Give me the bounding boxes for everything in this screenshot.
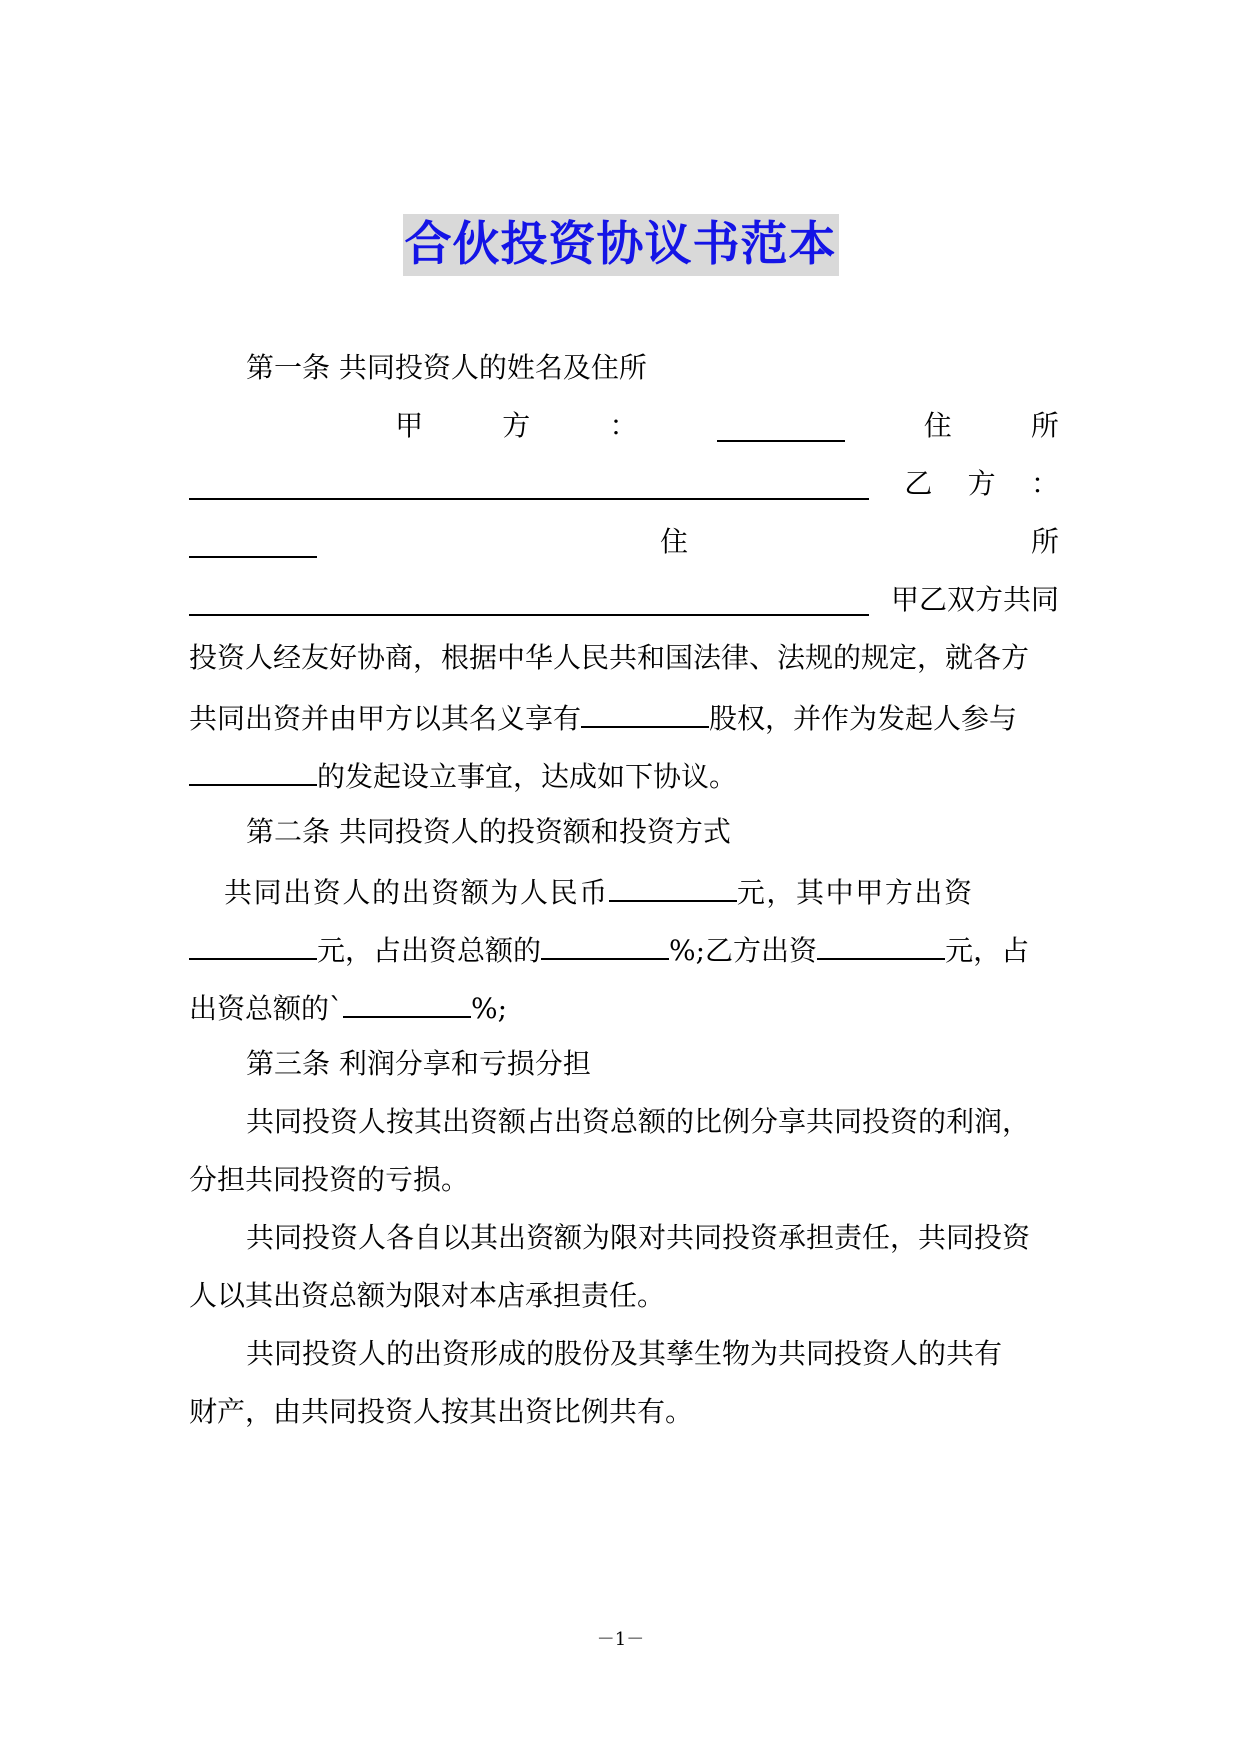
text-segment: 的发起设立事宜，达成如下协议。 <box>317 760 738 793</box>
article-1-text-line-3 <box>189 754 1059 794</box>
party-b-address-blank-line <box>189 580 1059 620</box>
article-3-para-2-line-1: 共同投资人各自以其出资额为限对共同投资承担责任，共同投资 <box>246 1221 1031 1254</box>
party-b-line <box>189 464 1059 504</box>
document-title: 合伙投资协议书范本 <box>403 214 839 276</box>
party-b-name-blank[interactable] <box>189 526 317 558</box>
party-a-char-jia: 甲 <box>395 409 424 442</box>
party-a-address-char-suo: 所 <box>1030 409 1059 442</box>
article-1-heading: 第一条 共同投资人的姓名及住所 <box>246 351 647 384</box>
article-3-para-3-line-1: 共同投资人的出资形成的股份及其孳生物为共同投资人的共有 <box>246 1337 1003 1370</box>
party-b-address-char-zhu: 住 <box>659 525 688 558</box>
page-number: －1－ <box>596 1629 645 1650</box>
party-b-capital-blank[interactable] <box>817 928 945 960</box>
party-b-colon: ： <box>1030 467 1059 500</box>
party-b-char-yi: 乙 <box>904 467 933 500</box>
article-2-text-line-3 <box>189 986 1059 1026</box>
text-segment: 元，占出资总额的 <box>317 934 542 967</box>
text-segment: %; <box>471 992 508 1025</box>
party-a-line <box>246 406 1059 446</box>
party-a-capital-blank[interactable] <box>189 928 317 960</box>
party-a-address-blank[interactable] <box>189 468 869 500</box>
equity-blank[interactable] <box>581 696 709 728</box>
article-3-heading: 第三条 利润分享和亏损分担 <box>246 1047 591 1080</box>
article-2-text-line-2 <box>189 928 1059 968</box>
party-a-address-char-zhu: 住 <box>923 409 952 442</box>
party-b-char-fang: 方 <box>967 467 996 500</box>
company-name-blank[interactable] <box>189 754 317 786</box>
party-a-char-fang: 方 <box>502 409 531 442</box>
text-segment: 共同出资人的出资额为人民币 <box>224 876 609 909</box>
article-1-text-line-1: 投资人经友好协商，根据中华人民共和国法律、法规的规定，就各方 <box>189 641 1030 674</box>
article-2-text-line-1 <box>224 870 1059 910</box>
party-a-name-blank[interactable] <box>717 410 845 442</box>
party-a-colon: ： <box>609 409 638 442</box>
text-segment: 共同出资并由甲方以其名义享有 <box>189 702 582 735</box>
party-a-share-blank[interactable] <box>541 928 669 960</box>
text-segment: 股权，并作为发起人参与 <box>709 702 1018 735</box>
article-2-heading: 第二条 共同投资人的投资额和投资方式 <box>246 815 731 848</box>
article-1-intro-tail: 甲乙双方共同 <box>890 583 1059 616</box>
article-1-text-line-2 <box>189 696 1059 736</box>
text-segment: 元，占 <box>945 934 1030 967</box>
article-3-para-3-line-2: 财产，由共同投资人按其出资比例共有。 <box>189 1395 694 1428</box>
text-segment: 出资总额的` <box>189 992 344 1025</box>
party-b-share-blank[interactable] <box>343 986 471 1018</box>
total-capital-blank[interactable] <box>609 870 737 902</box>
article-3-para-1-line-2: 分担共同投资的亏损。 <box>189 1163 470 1196</box>
party-b-address-char-suo: 所 <box>1030 525 1059 558</box>
text-segment: 元，其中甲方出资 <box>736 876 974 909</box>
title-wrap <box>0 214 1241 276</box>
text-segment: %;乙方出资 <box>669 934 818 967</box>
article-3-para-2-line-2: 人以其出资总额为限对本店承担责任。 <box>189 1279 666 1312</box>
party-b-address-line <box>189 522 1059 562</box>
article-3-para-1-line-1: 共同投资人按其出资额占出资总额的比例分享共同投资的利润， <box>246 1105 1031 1138</box>
party-b-address-blank[interactable] <box>189 584 869 616</box>
